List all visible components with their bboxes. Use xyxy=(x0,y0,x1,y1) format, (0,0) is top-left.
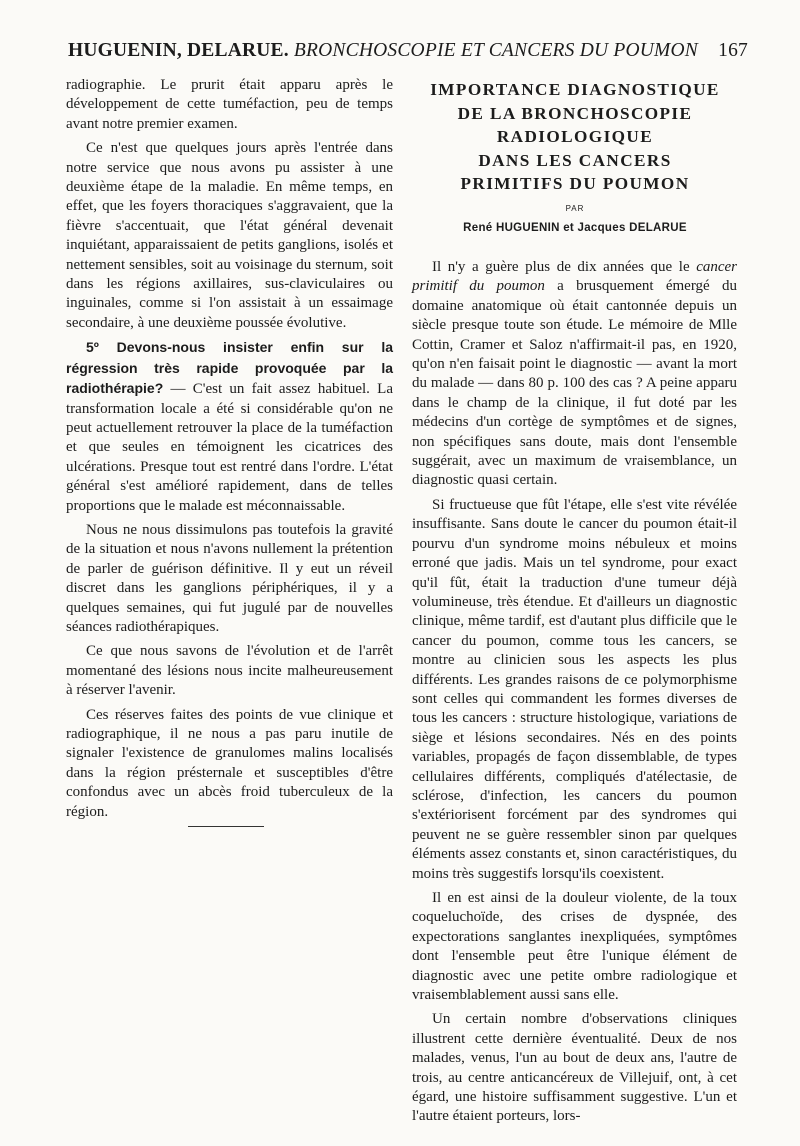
page-number: 167 xyxy=(718,40,748,61)
paragraph: Ce n'est que quelques jours après l'entrée dans notre service que nous avons pu assister à une deuxième étape de la maladie. En même temps, en effet, que les foyers thoraciques s'aggravaient, que la fièvre s'accentuait, que l'état général devenait inquiétant, apparaissaient de petits ganglions, isolés et nettement sensibles, soit au voisinage du sternum, soit dans les régions axillaires, sus-claviculaires ou inguinales, comme si l'on assistait à un essaimage secondaire, à une deuxième poussée évolutive. xyxy=(66,140,393,331)
title-line: RADIOLOGIQUE xyxy=(496,127,654,147)
emphasis: cancer primitif du poumon xyxy=(412,259,737,295)
par-label: PAR xyxy=(565,204,585,213)
paragraph: radiographie. Le prurit était apparu après le développement de cette tuméfaction, peu de temps avant notre premier examen. xyxy=(66,77,393,132)
paragraph-text: a brusquement émergé du domaine anatomique où était cantonnée depuis un siècle presque toute son étude. Le mémoire de Mlle Cottin, Cramer et Saloz n'affirmait-il pas, en 1920, qu'on n'en faisait point le diagnostic — avant la mort du malade — dans 80 p. 100 des cas ? A peine apparu dans le champ de la clinique, il fut doté par les médecins d'un cortège de symptômes et de signes, non spécifiques sans doute, mais dont l'ensemble suggérait, avec un maximum de vraisemblance, un diagnostic quasi certain. xyxy=(412,278,737,489)
title-line: IMPORTANCE DIAGNOSTIQUE xyxy=(430,80,720,99)
end-rule xyxy=(188,826,264,827)
paragraph xyxy=(66,338,393,516)
byline: René HUGUENIN et Jacques DELARUE xyxy=(463,222,687,234)
running-header xyxy=(68,40,748,62)
paragraph: Il en est ainsi de la douleur violente, de la toux coqueluchoïde, des crises de dyspnée, des expectorations sanglantes inexpliquées, symptômes dont l'ensemble peut être l'unique élément de diagnostic avec une petite ombre radiologique et vraisemblablement aussi sans elle. xyxy=(412,890,737,1004)
right-column xyxy=(412,258,737,1132)
article-title xyxy=(405,78,745,196)
section-heading: 5º Devons-nous insister enfin sur la régression très rapide provoquée par la radiothérapie? xyxy=(66,339,393,397)
paragraph-text: Il n'y a guère plus de dix années que le xyxy=(432,259,697,275)
paragraph: Nous ne nous dissimulons pas toutefois la gravité de la situation et nous n'avons nullement la prétention de parler de guérison définitive. Il y eut un réveil discret dans les ganglions périphériques, il y a quelques semaines, qui fut jugulé par de nouvelles séances radiothérapiques. xyxy=(66,521,393,635)
title-line: PRIMITIFS DU POUMON xyxy=(460,174,690,194)
header-authors: HUGUENIN, DELARUE. xyxy=(68,40,289,61)
paragraph xyxy=(412,258,737,491)
paragraph: Ce que nous savons de l'évolution et de l'arrêt momentané des lésions nous incite malheureusement à réserver l'avenir. xyxy=(66,643,393,699)
paragraph: Un certain nombre d'observations cliniques illustrent cette dernière éventualité. Deux de nos malades, venus, l'un au bout de deux ans, l'autre de trois, au centre anticancéreux de Villejuif, ont, à cet égard, une histoire suffisamment suggestive. L'un et l'autre étaient porteurs, lors- xyxy=(412,1011,737,1125)
paragraph: Ces réserves faites des points de vue clinique et radiographique, il ne nous a pas paru inutile de signaler l'existence de granulomes malins localisés dans la région présternale et susceptibles d'être confondus avec un abcès froid tuberculeux de la région. xyxy=(66,706,393,820)
paragraph-text: — C'est un fait assez habituel. La transformation locale a été si considérable qu'on ne peut actuellement retrouver la place de la tuméfaction et que seules en témoignent les cicatrices des ulcérations. Presque tout est rentré dans l'ordre. L'état général s'est amélioré rapidement, dans de telles proportions que le malade est méconnaissable. xyxy=(66,381,393,514)
paragraph: Si fructueuse que fût l'étape, elle s'est vite révélée insuffisante. Sans doute le cancer du poumon était-il pourvu d'un syndrome moins nébuleux et moins erroné que jadis. Mais un tel syndrome, pour exact qu'il fût, était la traduction d'une tumeur déjà volumineuse, très étendue. Et d'ailleurs un diagnostic clinique, même tardif, est d'autant plus difficile que le cancer du poumon, comme tous les cancers, se montre au clinicien sous les aspects les plus différents. Les grandes raisons de ce polymorphisme sont celles qui commandent les formes diverses de tous les cancers : structure histologique, variations de siège et lésions secondaires. Nés en des points variables, propagés de façon dissemblable, de types cellulaires différents, compliqués d'atélectasie, de sclérose, d'infection, les cancers du poumon s'extériorisent forcément par des syndromes qui peuvent ne se guère ressembler sinon par quelques éléments assez constants et, sinon caractéristiques, du moins très suggestifs lorsqu'ils coexistent. xyxy=(412,496,737,882)
left-column xyxy=(66,76,393,827)
title-line: DE LA BRONCHOSCOPIE xyxy=(457,103,693,123)
header-title: BRONCHOSCOPIE ET CANCERS DU POUMON xyxy=(293,40,698,61)
title-line: DANS LES CANCERS xyxy=(478,150,672,170)
